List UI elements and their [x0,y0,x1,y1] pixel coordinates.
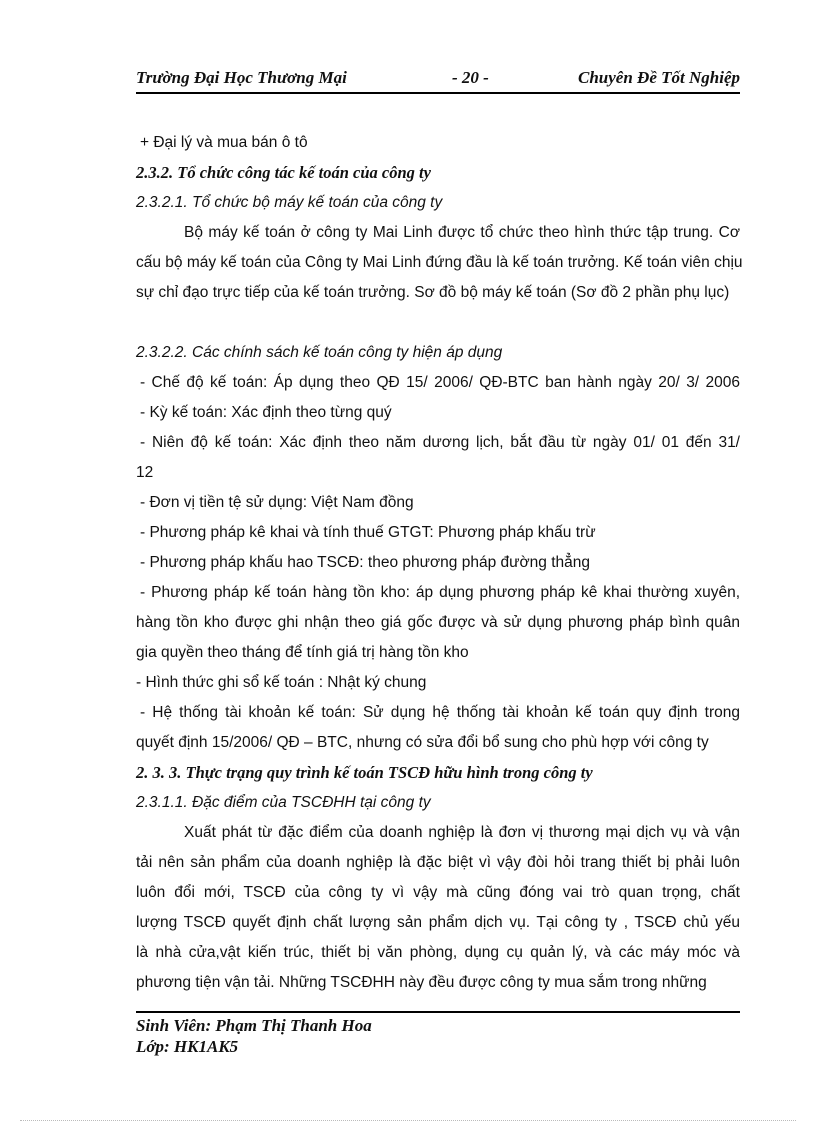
list-item: - Niên độ kế toán: Xác định theo năm dương lịch, bắt đầu từ ngày 01/ 01 đến 31/ [140,434,740,451]
section-heading: 2. 3. 3. Thực trạng quy trình kế toán TSCĐ hữu hình trong công ty [136,763,593,782]
list-item: - Hình thức ghi sổ kế toán : Nhật ký chung [136,674,427,691]
header-title: Chuyên Đề Tốt Nghiệp [578,68,740,87]
paragraph-line: cấu bộ máy kế toán của Công ty Mai Linh đứng đầu là kế toán trưởng. Kế toán viên chịu [136,254,743,271]
subsection-heading: 2.3.1.1. Đặc điểm của TSCĐHH tại công ty [136,794,431,811]
paragraph-line: phương tiện vận tải. Những TSCĐHH này đều được công ty mua sắm trong những [136,974,707,991]
paragraph-line: sự chỉ đạo trực tiếp của kế toán trưởng. Sơ đồ bộ máy kế toán (Sơ đồ 2 phần phụ lục) [136,284,730,301]
list-item: - Chế độ kế toán: Áp dụng theo QĐ 15/ 2006/ QĐ-BTC ban hành ngày 20/ 3/ 2006 [140,374,740,391]
list-item-continuation: hàng tồn kho được ghi nhận theo giá gốc được và sử dụng phương pháp bình quân [136,614,740,631]
page-number: - 20 - [452,68,489,87]
header-school: Trường Đại Học Thương Mại [136,68,347,87]
footer-class: Lớp: HK1AK5 [136,1037,239,1056]
paragraph-line: Bộ máy kế toán ở công ty Mai Linh được tổ chức theo hình thức tập trung. Cơ [184,224,740,241]
paragraph-line: lượng TSCĐ quyết định chất lượng sản phẩm dịch vụ. Tại công ty , TSCĐ chủ yếu [136,914,740,931]
list-item: - Phương pháp kế toán hàng tồn kho: áp dụng phương pháp kê khai thường xuyên, [140,584,740,601]
page-edge-divider [20,1120,796,1121]
paragraph-line: luôn đổi mới, TSCĐ của công ty vì vậy mà cũng đóng vai trò quan trọng, chất [136,884,740,901]
list-item: - Phương pháp kê khai và tính thuế GTGT: Phương pháp khấu trừ [140,524,596,541]
list-item-continuation: 12 [136,464,154,481]
list-item: - Kỳ kế toán: Xác định theo từng quý [140,404,392,421]
list-item: - Hệ thống tài khoản kế toán: Sử dụng hệ thống tài khoản kế toán quy định trong [140,704,740,721]
list-item: - Đơn vị tiền tệ sử dụng: Việt Nam đồng [140,494,414,511]
page-header [136,66,740,94]
list-item-continuation: gia quyền theo tháng để tính giá trị hàng tồn kho [136,644,469,661]
list-item-continuation: quyết định 15/2006/ QĐ – BTC, nhưng có sửa đổi bổ sung cho phù hợp với công ty [136,734,709,751]
footer-student: Sinh Viên: Phạm Thị Thanh Hoa [136,1016,372,1035]
paragraph-line: Xuất phát từ đặc điểm của doanh nghiệp là đơn vị thương mại dịch vụ và vận [184,824,740,841]
paragraph-line: là nhà cửa,vật kiến trúc, thiết bị văn phòng, dụng cụ quản lý, và các máy móc và [136,944,740,961]
paragraph-line: tải nên sản phẩm của doanh nghiệp là đặc biệt vì vậy đòi hỏi trang thiết bị phải luôn [136,854,740,871]
list-item: - Phương pháp khấu hao TSCĐ: theo phương pháp đường thẳng [140,554,590,571]
subsection-heading: 2.3.2.1. Tổ chức bộ máy kế toán của công ty [136,194,443,211]
section-heading: 2.3.2. Tổ chức công tác kế toán của công ty [136,163,431,182]
subsection-heading: 2.3.2.2. Các chính sách kế toán công ty hiện áp dụng [136,344,503,361]
body-line: + Đại lý và mua bán ô tô [140,134,308,151]
footer-rule [136,1011,740,1013]
